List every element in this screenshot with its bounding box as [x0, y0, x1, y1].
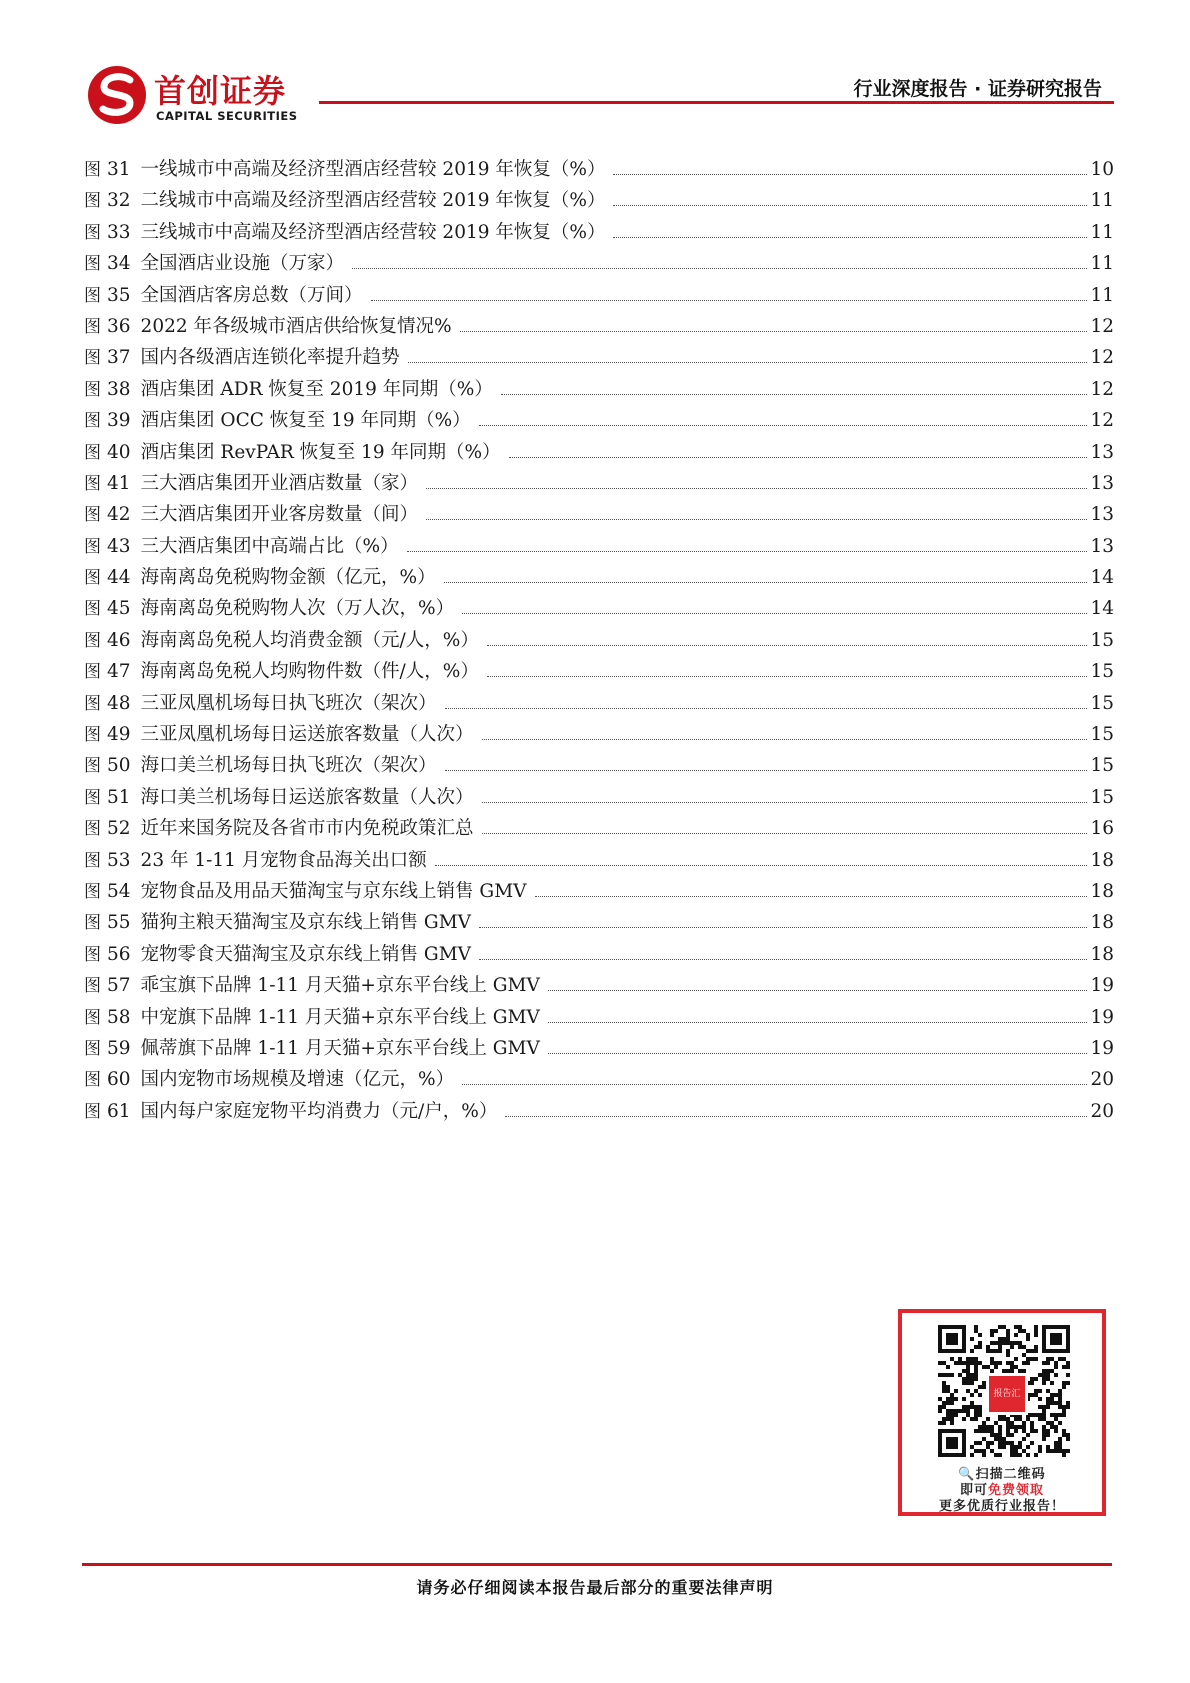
toc-entry-prefix: 图	[84, 599, 101, 620]
toc-entry-prefix: 图	[84, 630, 101, 651]
toc-entry-number: 44	[107, 567, 131, 589]
toc-entry-number: 31	[107, 159, 131, 180]
toc-entry-number: 35	[107, 284, 131, 306]
logo-text-cn: 首创证券	[154, 72, 287, 110]
toc-entry-number: 50	[107, 755, 131, 777]
toc-entry-title: 宠物食品及用品天猫淘宝与京东线上销售 GMV	[140, 880, 527, 902]
toc-entry-number: 58	[107, 1006, 131, 1028]
toc-leader-dots	[501, 394, 1088, 395]
toc-leader-dots	[482, 833, 1088, 834]
toc-entry-prefix: 图	[84, 725, 101, 746]
toc-entry-prefix: 图	[84, 1038, 101, 1059]
company-logo	[86, 64, 316, 126]
toc-entry-prefix: 图	[84, 568, 101, 589]
toc-leader-dots	[548, 1053, 1088, 1054]
toc-entry-title: 佩蒂旗下品牌 1-11 月天猫+京东平台线上 GMV	[140, 1037, 540, 1059]
toc-entry[interactable]	[84, 970, 1114, 1001]
qr-caption-prefix: 即可	[959, 1483, 988, 1498]
toc-entry-page: 14	[1090, 598, 1114, 620]
toc-entry[interactable]	[84, 437, 1114, 468]
toc-entry-page: 11	[1090, 190, 1114, 212]
footer-divider	[82, 1563, 1112, 1566]
toc-entry-page: 20	[1090, 1069, 1114, 1091]
toc-entry[interactable]	[84, 217, 1114, 248]
toc-entry[interactable]	[84, 280, 1114, 311]
toc-entry-title: 2022 年各级城市酒店供给恢复情况%	[140, 315, 452, 337]
toc-entry-title: 三大酒店集团开业酒店数量（家）	[140, 472, 419, 494]
toc-entry-number: 56	[107, 943, 131, 965]
toc-entry-number: 37	[107, 347, 131, 369]
toc-entry[interactable]	[84, 1033, 1114, 1064]
toc-leader-dots	[479, 959, 1087, 960]
toc-entry-title: 海口美兰机场每日执飞班次（架次）	[140, 755, 437, 777]
toc-entry-page: 15	[1090, 629, 1114, 651]
toc-entry-title: 酒店集团 RevPAR 恢复至 19 年同期（%）	[140, 441, 501, 463]
toc-entry[interactable]	[84, 939, 1114, 970]
toc-entry-title: 三亚凤凰机场每日运送旅客数量（人次）	[140, 724, 474, 746]
toc-entry-prefix: 图	[84, 505, 101, 526]
toc-leader-dots	[482, 739, 1088, 740]
toc-entry-number: 41	[107, 472, 131, 494]
qr-promo-box[interactable]	[898, 1309, 1106, 1516]
toc-entry-page: 13	[1090, 535, 1114, 557]
toc-entry-title: 海南离岛免税人均消费金额（元/人，%）	[140, 629, 479, 651]
toc-entry[interactable]	[84, 531, 1114, 562]
figure-index-list	[84, 154, 1114, 1127]
toc-entry-page: 15	[1090, 724, 1114, 746]
toc-entry-title: 一线城市中高端及经济型酒店经营较 2019 年恢复（%）	[140, 159, 606, 180]
toc-entry[interactable]	[84, 1096, 1114, 1127]
toc-entry-number: 61	[107, 1100, 131, 1122]
toc-entry-title: 全国酒店业设施（万家）	[140, 253, 345, 275]
toc-leader-dots	[408, 362, 1088, 363]
toc-entry-title: 国内宠物市场规模及增速（亿元，%）	[140, 1069, 455, 1091]
toc-leader-dots	[548, 1022, 1088, 1023]
toc-entry-page: 12	[1090, 315, 1114, 337]
toc-entry-title: 全国酒店客房总数（万间）	[140, 284, 363, 306]
toc-entry-prefix: 图	[84, 662, 101, 683]
toc-entry-prefix: 图	[84, 1070, 101, 1091]
toc-leader-dots	[407, 551, 1088, 552]
toc-entry-page: 15	[1090, 786, 1114, 808]
toc-leader-dots	[509, 457, 1088, 458]
toc-entry[interactable]	[84, 593, 1114, 624]
toc-entry-page: 13	[1090, 504, 1114, 526]
toc-leader-dots	[462, 1084, 1087, 1085]
qr-center-badge: 报告汇	[986, 1373, 1028, 1415]
toc-entry[interactable]	[84, 468, 1114, 499]
toc-entry[interactable]	[84, 813, 1114, 844]
toc-entry-number: 40	[107, 441, 131, 463]
page-header	[84, 56, 1114, 126]
toc-entry[interactable]	[84, 405, 1114, 436]
toc-entry-prefix: 图	[84, 191, 101, 212]
toc-entry-title: 国内每户家庭宠物平均消费力（元/户，%）	[140, 1100, 498, 1122]
header-divider	[319, 101, 1114, 104]
toc-entry-page: 14	[1090, 567, 1114, 589]
toc-entry[interactable]	[84, 374, 1114, 405]
toc-entry-page: 11	[1090, 253, 1114, 275]
toc-entry-page: 20	[1090, 1100, 1114, 1122]
toc-entry-number: 48	[107, 692, 131, 714]
toc-entry[interactable]	[84, 311, 1114, 342]
toc-entry-title: 近年来国务院及各省市市内免税政策汇总	[140, 818, 474, 840]
toc-leader-dots	[426, 488, 1087, 489]
toc-entry-title: 海口美兰机场每日运送旅客数量（人次）	[140, 786, 474, 808]
toc-entry-number: 59	[107, 1037, 131, 1059]
toc-entry-number: 53	[107, 849, 131, 871]
toc-entry-number: 49	[107, 724, 131, 746]
toc-entry[interactable]	[84, 499, 1114, 530]
logo-mark-icon	[86, 64, 148, 126]
toc-entry-number: 54	[107, 880, 131, 902]
toc-entry-title: 三线城市中高端及经济型酒店经营较 2019 年恢复（%）	[140, 221, 606, 243]
toc-entry-page: 18	[1090, 943, 1114, 965]
toc-entry-prefix: 图	[84, 819, 101, 840]
report-type-label: 行业深度报告 · 证券研究报告	[853, 78, 1102, 100]
toc-entry-number: 39	[107, 410, 131, 432]
toc-entry-number: 45	[107, 598, 131, 620]
toc-leader-dots	[445, 770, 1088, 771]
toc-entry-page: 12	[1090, 410, 1114, 432]
toc-entry-number: 60	[107, 1069, 131, 1091]
toc-leader-dots	[535, 896, 1088, 897]
toc-entry-number: 32	[107, 190, 131, 212]
toc-entry-title: 宠物零食天猫淘宝及京东线上销售 GMV	[140, 943, 472, 965]
toc-entry-number: 36	[107, 315, 131, 337]
toc-entry-prefix: 图	[84, 285, 101, 306]
toc-leader-dots	[613, 237, 1087, 238]
toc-entry-page: 11	[1090, 284, 1114, 306]
toc-entry-prefix: 图	[84, 536, 101, 557]
toc-entry-prefix: 图	[84, 1101, 101, 1122]
toc-entry[interactable]	[84, 750, 1114, 781]
toc-entry[interactable]	[84, 1002, 1114, 1033]
legal-notice: 请务必仔细阅读本报告最后部分的重要法律声明	[416, 1578, 774, 1597]
toc-entry-prefix: 图	[84, 787, 101, 808]
toc-entry-number: 47	[107, 661, 131, 683]
toc-entry-title: 酒店集团 OCC 恢复至 19 年同期（%）	[140, 410, 471, 432]
toc-entry-number: 55	[107, 912, 131, 934]
toc-entry-page: 10	[1090, 159, 1114, 180]
toc-entry-number: 57	[107, 975, 131, 997]
toc-entry[interactable]	[84, 845, 1114, 876]
toc-entry[interactable]	[84, 562, 1114, 593]
toc-leader-dots	[460, 331, 1088, 332]
toc-leader-dots	[444, 582, 1088, 583]
toc-entry-number: 43	[107, 535, 131, 557]
toc-entry-title: 中宠旗下品牌 1-11 月天猫+京东平台线上 GMV	[140, 1006, 540, 1028]
toc-entry[interactable]	[84, 625, 1114, 656]
toc-leader-dots	[505, 1116, 1087, 1117]
toc-leader-dots	[487, 645, 1088, 646]
toc-entry-number: 46	[107, 629, 131, 651]
toc-entry-title: 酒店集团 ADR 恢复至 2019 年同期（%）	[140, 378, 493, 400]
logo-text-en: CAPITAL SECURITIES	[156, 109, 298, 123]
toc-entry[interactable]	[84, 342, 1114, 373]
toc-entry-number: 33	[107, 221, 131, 243]
toc-entry-prefix: 图	[84, 379, 101, 400]
toc-entry-title: 猫狗主粮天猫淘宝及京东线上销售 GMV	[140, 912, 472, 934]
toc-entry-page: 15	[1090, 661, 1114, 683]
toc-entry-number: 51	[107, 786, 131, 808]
toc-entry[interactable]	[84, 876, 1114, 907]
toc-entry[interactable]	[84, 782, 1114, 813]
toc-leader-dots	[479, 927, 1087, 928]
qr-caption-highlight: 免费领取	[988, 1483, 1045, 1498]
toc-entry-number: 34	[107, 253, 131, 275]
toc-entry-prefix: 图	[84, 348, 101, 369]
toc-leader-dots	[435, 865, 1088, 866]
toc-entry-number: 42	[107, 504, 131, 526]
toc-leader-dots	[487, 676, 1088, 677]
qr-caption-scan: 🔍扫描二维码	[958, 1467, 1046, 1482]
toc-entry-page: 18	[1090, 912, 1114, 934]
toc-entry-page: 11	[1090, 221, 1114, 243]
toc-entry-prefix: 图	[84, 316, 101, 337]
toc-entry-title: 国内各级酒店连锁化率提升趋势	[140, 347, 400, 369]
toc-entry-number: 52	[107, 818, 131, 840]
toc-entry-page: 15	[1090, 755, 1114, 777]
toc-entry-title: 三亚凤凰机场每日执飞班次（架次）	[140, 692, 437, 714]
toc-entry-prefix: 图	[84, 473, 101, 494]
toc-leader-dots	[479, 425, 1088, 426]
toc-entry-prefix: 图	[84, 254, 101, 275]
toc-entry-title: 海南离岛免税购物人次（万人次，%）	[140, 598, 455, 620]
toc-entry-prefix: 图	[84, 222, 101, 243]
toc-entry-page: 18	[1090, 849, 1114, 871]
toc-entry-prefix: 图	[84, 913, 101, 934]
toc-entry-title: 海南离岛免税购物金额（亿元，%）	[140, 567, 436, 589]
toc-entry-prefix: 图	[84, 976, 101, 997]
toc-entry-page: 19	[1090, 1037, 1114, 1059]
toc-entry-title: 乖宝旗下品牌 1-11 月天猫+京东平台线上 GMV	[140, 975, 540, 997]
toc-entry[interactable]	[84, 907, 1114, 938]
toc-leader-dots	[352, 268, 1087, 269]
toc-entry-page: 12	[1090, 378, 1114, 400]
toc-entry-title: 三大酒店集团中高端占比（%）	[140, 535, 399, 557]
toc-entry-title: 二线城市中高端及经济型酒店经营较 2019 年恢复（%）	[140, 190, 606, 212]
toc-entry-title: 23 年 1-11 月宠物食品海关出口额	[140, 849, 427, 871]
toc-entry-page: 19	[1090, 1006, 1114, 1028]
toc-leader-dots	[371, 300, 1088, 301]
toc-entry-page: 15	[1090, 692, 1114, 714]
toc-leader-dots	[548, 990, 1088, 991]
toc-entry[interactable]	[84, 719, 1114, 750]
toc-entry-page: 12	[1090, 347, 1114, 369]
toc-entry-prefix: 图	[84, 442, 101, 463]
toc-leader-dots	[462, 613, 1087, 614]
toc-entry-page: 18	[1090, 880, 1114, 902]
toc-leader-dots	[482, 802, 1088, 803]
toc-leader-dots	[613, 205, 1087, 206]
toc-entry[interactable]	[84, 154, 1114, 185]
toc-leader-dots	[426, 519, 1087, 520]
toc-entry[interactable]	[84, 688, 1114, 719]
toc-entry-prefix: 图	[84, 1007, 101, 1028]
qr-caption-more: 更多优质行业报告！	[938, 1499, 1065, 1514]
toc-entry[interactable]	[84, 248, 1114, 279]
toc-entry-page: 13	[1090, 441, 1114, 463]
toc-entry-prefix: 图	[84, 850, 101, 871]
toc-entry-prefix: 图	[84, 881, 101, 902]
toc-entry-prefix: 图	[84, 160, 101, 180]
toc-entry-page: 19	[1090, 975, 1114, 997]
toc-entry-title: 海南离岛免税人均购物件数（件/人，%）	[140, 661, 479, 683]
toc-entry-page: 16	[1090, 818, 1114, 840]
toc-entry-prefix: 图	[84, 411, 101, 432]
toc-entry-number: 38	[107, 378, 131, 400]
toc-entry-title: 三大酒店集团开业客房数量（间）	[140, 504, 419, 526]
toc-entry-prefix: 图	[84, 693, 101, 714]
toc-entry[interactable]	[84, 1064, 1114, 1095]
toc-entry-prefix: 图	[84, 944, 101, 965]
toc-entry-page: 13	[1090, 472, 1114, 494]
toc-entry[interactable]	[84, 185, 1114, 216]
toc-leader-dots	[613, 174, 1087, 175]
toc-entry-prefix: 图	[84, 756, 101, 777]
toc-entry[interactable]	[84, 656, 1114, 687]
toc-leader-dots	[445, 708, 1088, 709]
